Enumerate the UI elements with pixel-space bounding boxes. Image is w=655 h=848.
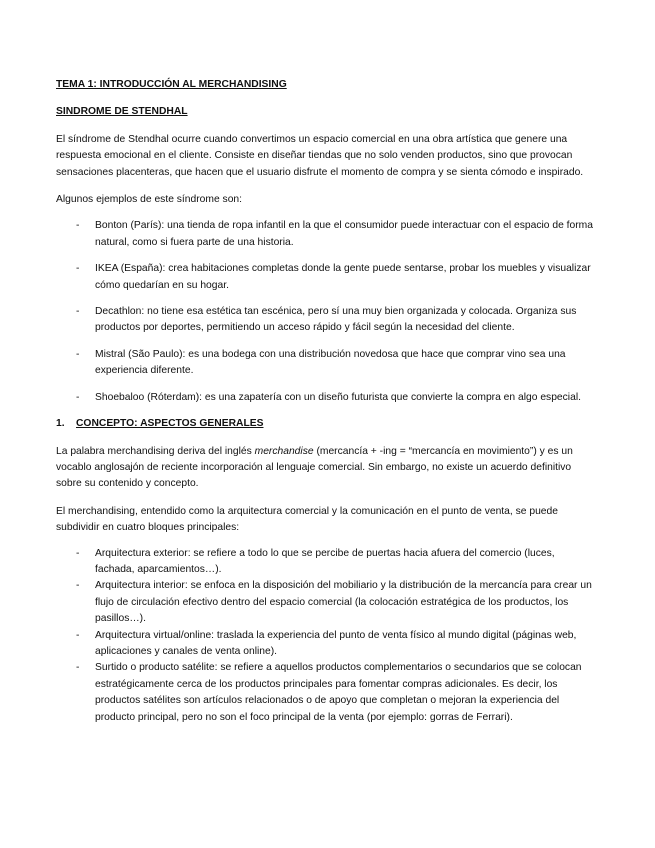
list-item: - Shoebaloo (Róterdam): es una zapatería con un diseño futurista que convierte la compra en algo especial.: [56, 390, 594, 406]
section-title: CONCEPTO: ASPECTOS GENERALES: [76, 418, 264, 430]
section-subtitle: SINDROME DE STENDHAL: [56, 106, 188, 118]
concept-paragraph: [56, 444, 594, 493]
examples-lead: Algunos ejemplos de este síndrome son:: [56, 194, 243, 206]
examples-list: [56, 218, 594, 406]
list-item: - Arquitectura virtual/online: traslada la experiencia del punto de venta físico al mundo digital (páginas web, aplicaciones y canales de venta online).: [56, 628, 594, 661]
list-item: - IKEA (España): crea habitaciones completas donde la gente puede sentarse, probar los muebles y visualizar cómo quedarían en su hogar.: [56, 261, 594, 294]
section-heading: [56, 416, 594, 432]
concept-text-start: La palabra merchandising deriva del inglés: [56, 445, 255, 457]
blocks-list: [56, 546, 594, 726]
list-item: - Surtido o producto satélite: se refiere a aquellos productos complementarios o secundarios que se colocan estratégicamente cerca de los productos principales para fomentar compras adicionales. Es decir, los productos satélites son artículos relacionados o de apoyo que completan o mejoran la experiencia del producto principal, pero no son el foco principal de la venta (por ejemplo: gorras de Ferrari).: [56, 660, 594, 726]
concept-text-end: (mercancía + -ing = “mercancía en movimiento”) y es un vocablo anglosajón de reciente incorporación al lenguaje comercial. Sin embargo, no existe un acuerdo definitivo sobre su contenido y concepto.: [56, 445, 573, 490]
blocks-lead: El merchandising, entendido como la arquitectura comercial y la comunicación en el punto de venta, se puede subdividir en cuatro bloques principales:: [56, 505, 558, 534]
list-item: - Mistral (São Paulo): es una bodega con una distribución novedosa que hace que comprar vino sea una experiencia diferente.: [56, 347, 594, 380]
list-item: - Bonton (París): una tienda de ropa infantil en la que el consumidor puede interactuar con el espacio de forma natural, como si fuera parte de una historia.: [56, 218, 594, 251]
document-title: TEMA 1: INTRODUCCIÓN AL MERCHANDISING: [56, 79, 287, 90]
concept-term: merchandise: [254, 445, 314, 457]
list-item: - Arquitectura interior: se enfoca en la disposición del mobiliario y la distribución de la mercancía para crear un flujo de circulación efectivo dentro del espacio comercial (la colocación estratégica de los productos, los pasillos…).: [56, 578, 594, 627]
list-item: - Arquitectura exterior: se refiere a todo lo que se percibe de puertas hacia afuera del comercio (luces, fachada, aparcamientos…).: [56, 546, 594, 579]
intro-paragraph: El síndrome de Stendhal ocurre cuando convertimos un espacio comercial en una obra artística que genere una respuesta emocional en el cliente. Consiste en diseñar tiendas que no solo venden productos, sino que provocan sensaciones placenteras, que hacen que el usuario disfrute el momento de compra y se sienta cómodo e inspirado.: [56, 133, 584, 178]
section-number: 1.: [56, 418, 65, 430]
list-item: - Decathlon: no tiene esa estética tan escénica, pero sí una muy bien organizada y colocada. Organiza sus productos por deportes, permitiendo un acceso rápido y fácil según la necesidad del cliente.: [56, 304, 594, 337]
document-body: [56, 77, 594, 726]
